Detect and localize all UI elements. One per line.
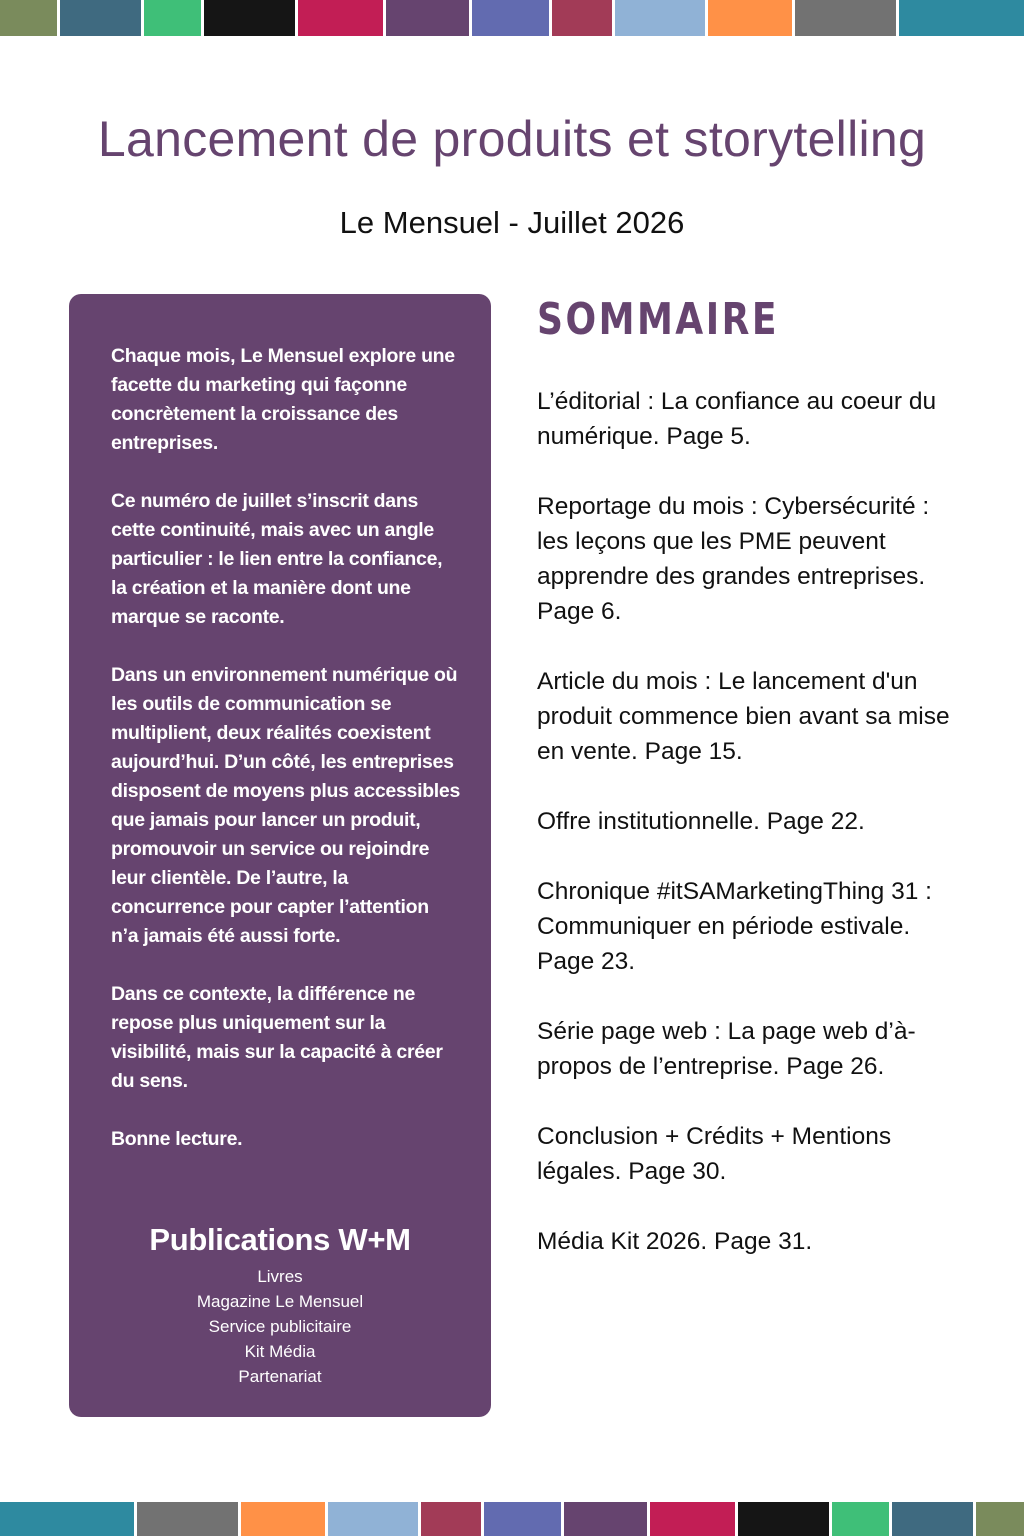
intro-panel — [69, 294, 491, 1417]
intro-paragraph: Dans un environnement numérique où les outils de communication se multiplient, deux réalités coexistent aujourd’hui. D’un côté, les entreprises disposent de moyens plus accessibles que jamais pour lancer un produit, promouvoir un service ou rejoindre leur clientèle. De l’autre, la concurrence pour capter l’attention n’a jamais été aussi forte. — [111, 664, 461, 947]
color-segment — [421, 1502, 481, 1536]
color-segment — [615, 0, 705, 36]
color-segment — [60, 0, 141, 36]
publications-item: Livres — [257, 1267, 303, 1286]
color-segment — [144, 0, 201, 36]
publications-item: Magazine Le Mensuel — [196, 1292, 364, 1311]
page-title: Lancement de produits et storytelling — [97, 111, 927, 167]
toc-item: L’éditorial : La confiance au coeur du numérique. Page 5. — [537, 388, 937, 450]
toc-item: Média Kit 2026. Page 31. — [537, 1228, 813, 1255]
intro-paragraph: Chaque mois, Le Mensuel explore une facette du marketing qui façonne concrètement la croissance des entreprises. — [111, 345, 455, 454]
sommaire-heading: SOMMAIRE — [537, 294, 779, 345]
color-segment — [472, 0, 549, 36]
color-segment — [795, 0, 896, 36]
publications-title: Publications W+M — [149, 1222, 411, 1257]
color-segment — [204, 0, 295, 36]
publications-block — [69, 1222, 491, 1389]
color-segment — [552, 0, 612, 36]
color-segment — [899, 0, 1024, 36]
toc-item: Conclusion + Crédits + Mentions légales. Page 30. — [537, 1123, 892, 1185]
color-segment — [708, 0, 792, 36]
intro-paragraph: Ce numéro de juillet s’inscrit dans cette continuité, mais avec un angle particulier : le lien entre la confiance, la création et la manière dont une marque se raconte. — [111, 490, 443, 628]
intro-paragraph: Dans ce contexte, la différence ne repose plus uniquement sur la visibilité, mais sur la capacité à créer du sens. — [111, 983, 443, 1092]
color-segment — [241, 1502, 325, 1536]
color-segment — [484, 1502, 561, 1536]
toc-item: Article du mois : Le lancement d'un produit commence bien avant sa mise en vente. Page 15. — [537, 668, 950, 765]
color-segment — [386, 0, 469, 36]
publications-item: Service publicitaire — [208, 1317, 352, 1336]
color-segment — [892, 1502, 973, 1536]
color-segment — [832, 1502, 889, 1536]
color-segment — [137, 1502, 238, 1536]
toc-item: Série page web : La page web d’à-propos de l’entreprise. Page 26. — [537, 1018, 916, 1080]
color-segment — [0, 1502, 134, 1536]
intro-closing: Bonne lecture. — [111, 1128, 243, 1150]
color-segment — [738, 1502, 829, 1536]
color-segment — [650, 1502, 735, 1536]
issue-subtitle: Le Mensuel - Juillet 2026 — [339, 205, 685, 240]
toc-item: Chronique #itSAMarketingThing 31 : Communiquer en période estivale. Page 23. — [537, 878, 932, 975]
color-segment — [0, 0, 57, 36]
color-segment — [564, 1502, 647, 1536]
color-segment — [298, 0, 383, 36]
toc-item: Reportage du mois : Cybersécurité : les leçons que les PME peuvent apprendre des grandes entreprises. Page 6. — [537, 493, 930, 625]
toc-item: Offre institutionnelle. Page 22. — [537, 808, 865, 835]
publications-item: Partenariat — [238, 1367, 322, 1386]
color-segment — [328, 1502, 418, 1536]
top-color-bar — [0, 0, 1024, 36]
bottom-color-bar — [0, 1502, 1024, 1536]
color-segment — [976, 1502, 1024, 1536]
table-of-contents — [537, 384, 957, 1294]
publications-item: Kit Média — [244, 1342, 316, 1361]
